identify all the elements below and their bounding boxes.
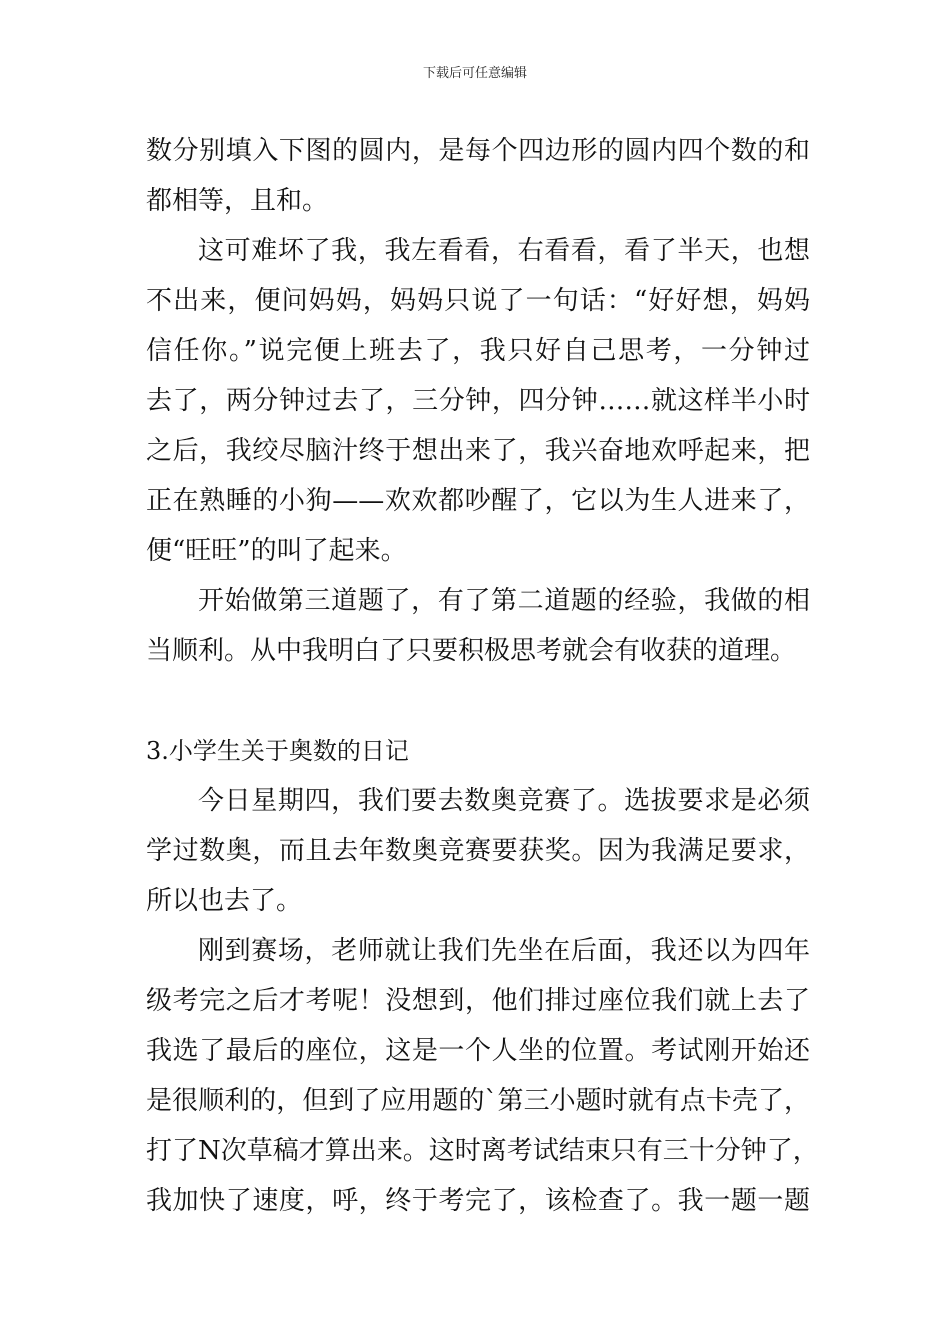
text-line: 信任你。”说完便上班去了，我只好自己思考，一分钟过 [146,336,810,366]
blank-line [146,676,810,726]
text-line: 开始做第三道题了，有了第二道题的经验，我做的相 [198,586,810,616]
text-line: 之后，我绞尽脑汁终于想出来了，我兴奋地欢呼起来，把 [146,436,810,466]
text-line: 不出来，便问妈妈，妈妈只说了一句话：“好好想，妈妈 [146,286,810,316]
paragraph [146,226,810,576]
paragraph [146,776,810,926]
text-line: 这可难坏了我，我左看看，右看看，看了半天，也想 [198,236,810,266]
text-line: 当顺利。从中我明白了只要积极思考就会有收获的道理。 [146,636,797,666]
document-body [146,126,819,1226]
text-line: 便“旺旺”的叫了起来。 [146,536,407,566]
page-header: 下载后可任意编辑 [422,66,527,81]
text-line: 我选了最后的座位，这是一个人坐的位置。考试刚开始还 [146,1036,810,1066]
paragraph [146,576,810,676]
text-line: 学过数奥，而且去年数奥竞赛要获奖。因为我满足要求， [146,836,810,866]
text-line: 都相等，且和。 [146,186,329,216]
paragraph [146,926,819,1226]
text-line: 数分别填入下图的圆内，是每个四边形的圆内四个数的和 [146,136,810,166]
text-line: 所以也去了。 [146,886,303,916]
text-line: 打了N次草稿才算出来。这时离考试结束只有三十分钟了， [146,1136,819,1166]
section-title: 3.小学生关于奥数的日记 [146,737,409,765]
text-line: 级考完之后才考呢！没想到，他们排过座位我们就上去了 [146,986,810,1016]
text-line: 今日星期四，我们要去数奥竞赛了。选拔要求是必须 [198,786,810,816]
text-line: 是很顺利的，但到了应用题的`第三小题时就有点卡壳了， [146,1086,810,1116]
paragraph-continued [146,126,810,226]
text-line: 正在熟睡的小狗——欢欢都吵醒了，它以为生人进来了， [146,486,810,516]
text-line: 我加快了速度，呼，终于考完了，该检查了。我一题一题 [146,1186,810,1216]
text-line: 去了，两分钟过去了，三分钟，四分钟……就这样半小时 [146,386,810,416]
text-line: 刚到赛场，老师就让我们先坐在后面，我还以为四年 [198,936,810,966]
